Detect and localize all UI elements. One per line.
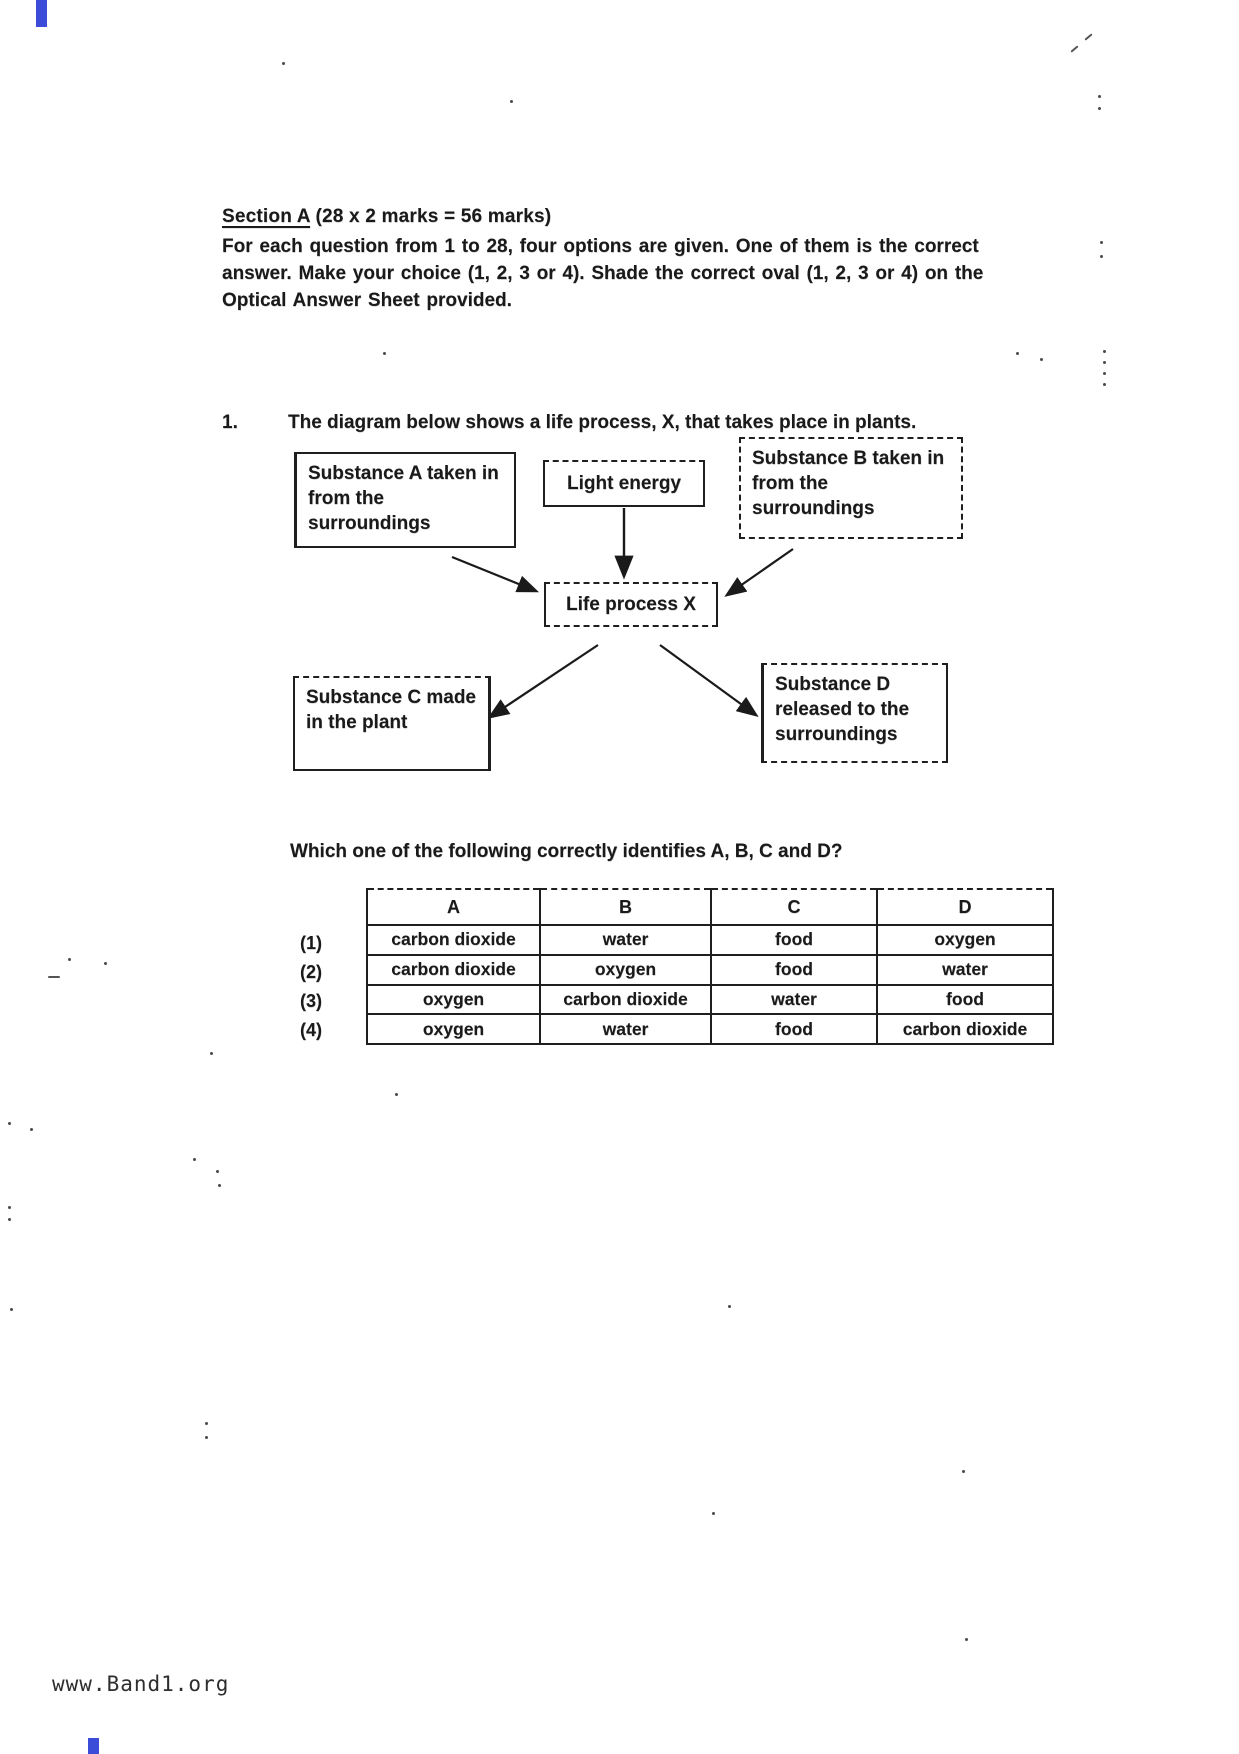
diagram-box-substance-a: Substance A taken in from the surroundings	[294, 452, 516, 548]
options-table	[366, 888, 1054, 1045]
scan-speck	[193, 1158, 196, 1161]
scan-speck	[282, 62, 285, 65]
diagram-box-substance-c: Substance C made in the plant	[293, 676, 491, 771]
table-cell: carbon dioxide	[367, 955, 540, 985]
scan-speck	[216, 1170, 219, 1173]
option-row-labels	[300, 888, 366, 1045]
table-cell: food	[877, 985, 1053, 1015]
scan-speck	[962, 1470, 965, 1473]
scan-speck	[205, 1436, 208, 1439]
scan-speck	[1103, 350, 1106, 353]
table-cell: carbon dioxide	[877, 1014, 1053, 1044]
scan-speck	[728, 1305, 731, 1308]
column-header-a: A	[367, 889, 540, 925]
column-header-d: D	[877, 889, 1053, 925]
option-label-3: (3)	[300, 991, 322, 1011]
table-cell: food	[711, 1014, 877, 1044]
arrow-substance-a-to-process-icon	[452, 557, 536, 591]
scan-speck	[1100, 241, 1103, 244]
scan-speck	[30, 1128, 33, 1131]
diagram-box-life-process: Life process X	[544, 582, 718, 627]
options-area	[300, 888, 1054, 1045]
diagram-box-substance-d: Substance D released to the surroundings	[761, 663, 948, 763]
footer-url: www.Band1.org	[52, 1672, 230, 1696]
scan-speck	[10, 1308, 13, 1311]
life-process-diagram	[280, 430, 980, 880]
scan-speck	[712, 1512, 715, 1515]
scan-speck	[1098, 95, 1101, 98]
scan-artifact-blue-bottom	[88, 1738, 99, 1754]
question-text: The diagram below shows a life process, X, that takes place in plants.	[288, 412, 917, 433]
table-cell: carbon dioxide	[540, 985, 711, 1015]
scan-speck	[68, 958, 71, 961]
diagram-box-light-energy: Light energy	[543, 460, 705, 507]
arrow-process-to-substance-c-icon	[490, 645, 598, 717]
section-instructions	[222, 233, 1028, 314]
scan-speck	[210, 1052, 213, 1055]
table-cell: food	[711, 925, 877, 955]
option-label-1: (1)	[300, 933, 322, 953]
scan-speck	[1103, 383, 1106, 386]
table-cell: water	[711, 985, 877, 1015]
scan-speck	[218, 1184, 221, 1187]
section-title-marks: (28 x 2 marks = 56 marks)	[310, 206, 552, 227]
scan-speck	[205, 1422, 208, 1425]
scan-speck	[965, 1638, 968, 1641]
scan-artifact-blue-top	[36, 0, 47, 27]
table-row	[367, 955, 1053, 985]
table-cell: oxygen	[877, 925, 1053, 955]
table-row	[367, 1014, 1053, 1044]
scan-speck	[48, 976, 60, 978]
question-number: 1.	[222, 412, 238, 433]
section-header	[222, 203, 1028, 314]
scan-speck	[1040, 358, 1043, 361]
sub-question-text: Which one of the following correctly identifies A, B, C and D?	[290, 841, 843, 862]
scan-speck	[104, 962, 107, 965]
table-cell: water	[540, 925, 711, 955]
table-cell: oxygen	[367, 1014, 540, 1044]
scan-speck	[1100, 255, 1103, 258]
scan-speck	[8, 1122, 11, 1125]
table-cell: water	[540, 1014, 711, 1044]
table-cell: oxygen	[540, 955, 711, 985]
scan-speck	[1084, 33, 1092, 40]
section-title	[222, 203, 1028, 231]
scan-speck	[1103, 372, 1106, 375]
instructions-normal: For each question from 1 to 28, four options are given. One of them is the correct answer. Make your choice (1, 2, 3 or 4).	[222, 236, 979, 284]
table-cell: water	[877, 955, 1053, 985]
arrow-substance-b-to-process-icon	[727, 549, 793, 595]
table-header-row	[367, 889, 1053, 925]
scan-speck	[8, 1218, 11, 1221]
scan-speck	[8, 1206, 11, 1209]
scan-speck	[383, 352, 386, 355]
column-header-b: B	[540, 889, 711, 925]
scan-speck	[1016, 352, 1019, 355]
table-cell: carbon dioxide	[367, 925, 540, 955]
scan-speck	[1098, 107, 1101, 110]
table-row	[367, 925, 1053, 955]
scan-speck	[395, 1093, 398, 1096]
section-title-name: Section A	[222, 206, 311, 227]
scan-speck	[1103, 361, 1106, 364]
table-cell: food	[711, 955, 877, 985]
option-label-2: (2)	[300, 962, 322, 982]
diagram-box-substance-b: Substance B taken in from the surroundings	[739, 437, 963, 539]
table-cell: oxygen	[367, 985, 540, 1015]
column-header-c: C	[711, 889, 877, 925]
option-label-4: (4)	[300, 1020, 322, 1040]
table-row	[367, 985, 1053, 1015]
instructions-bold: Shade the correct oval (1, 2, 3 or 4) on the Optical Answer Sheet provided.	[222, 263, 984, 311]
scan-speck	[510, 100, 513, 103]
arrow-process-to-substance-d-icon	[660, 645, 756, 715]
scan-speck	[1070, 45, 1078, 52]
